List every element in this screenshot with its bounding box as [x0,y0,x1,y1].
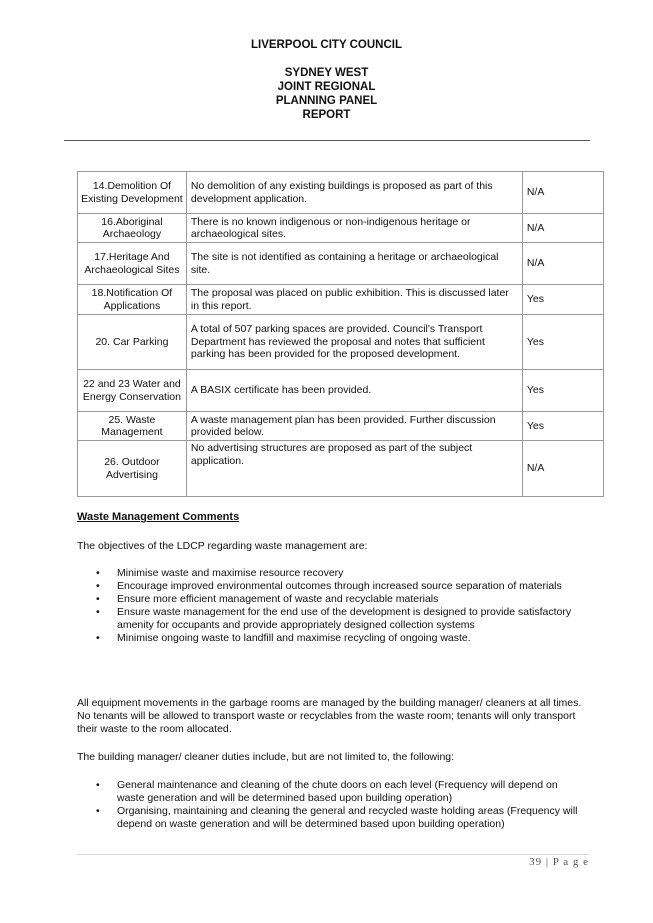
table-cell-comment: The site is not identified as containing a heritage or archaeological site. [186,243,522,285]
table-cell-status: N/A [522,214,603,243]
table-cell-item: 18.Notification Of Applications [78,285,187,315]
table-cell-item: 26. Outdoor Advertising [78,441,187,497]
table-row [78,285,604,315]
panel-line: SYDNEY WEST [284,67,369,79]
compliance-table [77,171,604,497]
table-cell-comment: The proposal was placed on public exhibition. This is discussed later in this report. [186,285,522,315]
table-cell-item: 17.Heritage And Archaeological Sites [78,243,187,285]
list-item: • Organising, maintaining and cleaning the general and recycled waste holding areas (Frequency will depend on waste generation and will be determined based upon building operation) [77,805,587,831]
table-cell-comment: No advertising structures are proposed as part of the subject application. [186,441,522,497]
table-cell-item: 25. Waste Management [78,412,187,441]
table-cell-status: N/A [522,172,603,214]
table-cell-item: 14.Demolition Of Existing Development [78,172,187,214]
table-cell-item: 22 and 23 Water and Energy Conservation [78,370,187,412]
table-row [78,214,604,243]
list-item: • Minimise waste and maximise resource recovery [77,567,587,580]
duties-list [77,779,587,831]
table-row [78,412,604,441]
table-cell-comment: There is no known indigenous or non-indigenous heritage or archaeological sites. [186,214,522,243]
table-cell-status: Yes [522,285,603,315]
table-cell-comment: A BASIX certificate has been provided. [186,370,522,412]
list-item: • Ensure waste management for the end use of the development is designed to provide satisfactory amenity for occupants and provide appropriately designed collection systems [77,606,587,632]
header-divider [64,140,590,141]
panel-line: JOINT REGIONAL [277,81,376,93]
paragraph-intro: The objectives of the LDCP regarding waste management are: [77,540,368,552]
table-cell-comment: No demolition of any existing buildings is proposed as part of this development application. [186,172,522,214]
table-cell-status: Yes [522,315,603,370]
table-cell-status: N/A [522,441,603,497]
table-row [78,441,604,497]
table-cell-comment: A total of 507 parking spaces are provided. Council's Transport Department has reviewed the proposal and notes that sufficient parking has been provided for the proposed development. [186,315,522,370]
page-number: 39 | P a g e [529,856,589,868]
table-cell-status: Yes [522,412,603,441]
table-cell-comment: A waste management plan has been provided. Further discussion provided below. [186,412,522,441]
panel-line: PLANNING PANEL [275,95,378,107]
table-row [78,243,604,285]
panel-line: REPORT [302,109,351,121]
list-item: • Minimise ongoing waste to landfill and maximise recycling of ongoing waste. [77,632,587,645]
table-cell-status: N/A [522,243,603,285]
table-row [78,315,604,370]
table-cell-item: 20. Car Parking [78,315,187,370]
objectives-list [77,567,587,645]
table-row [78,370,604,412]
section-title: Waste Management Comments [77,511,240,523]
footer-divider [77,854,589,855]
list-item: • Ensure more efficient management of waste and recyclable materials [77,593,587,606]
paragraph-movements: All equipment movements in the garbage rooms are managed by the building manager/ cleaners at all times. No tenants will be allowed to transport waste or recyclables from the waste room; tenants will only transport their waste to the room allocated. [77,697,582,735]
list-item: • General maintenance and cleaning of the chute doors on each level (Frequency will depend on waste generation and will be determined based upon building operation) [77,779,587,805]
paragraph-duties-intro: The building manager/ cleaner duties include, but are not limited to, the following: [77,751,455,763]
council-name: LIVERPOOL CITY COUNCIL [250,39,402,51]
table-cell-status: Yes [522,370,603,412]
report-header [0,38,653,122]
list-item: • Encourage improved environmental outcomes through increased source separation of materials [77,580,587,593]
table-cell-item: 16.Aboriginal Archaeology [78,214,187,243]
table-row [78,172,604,214]
